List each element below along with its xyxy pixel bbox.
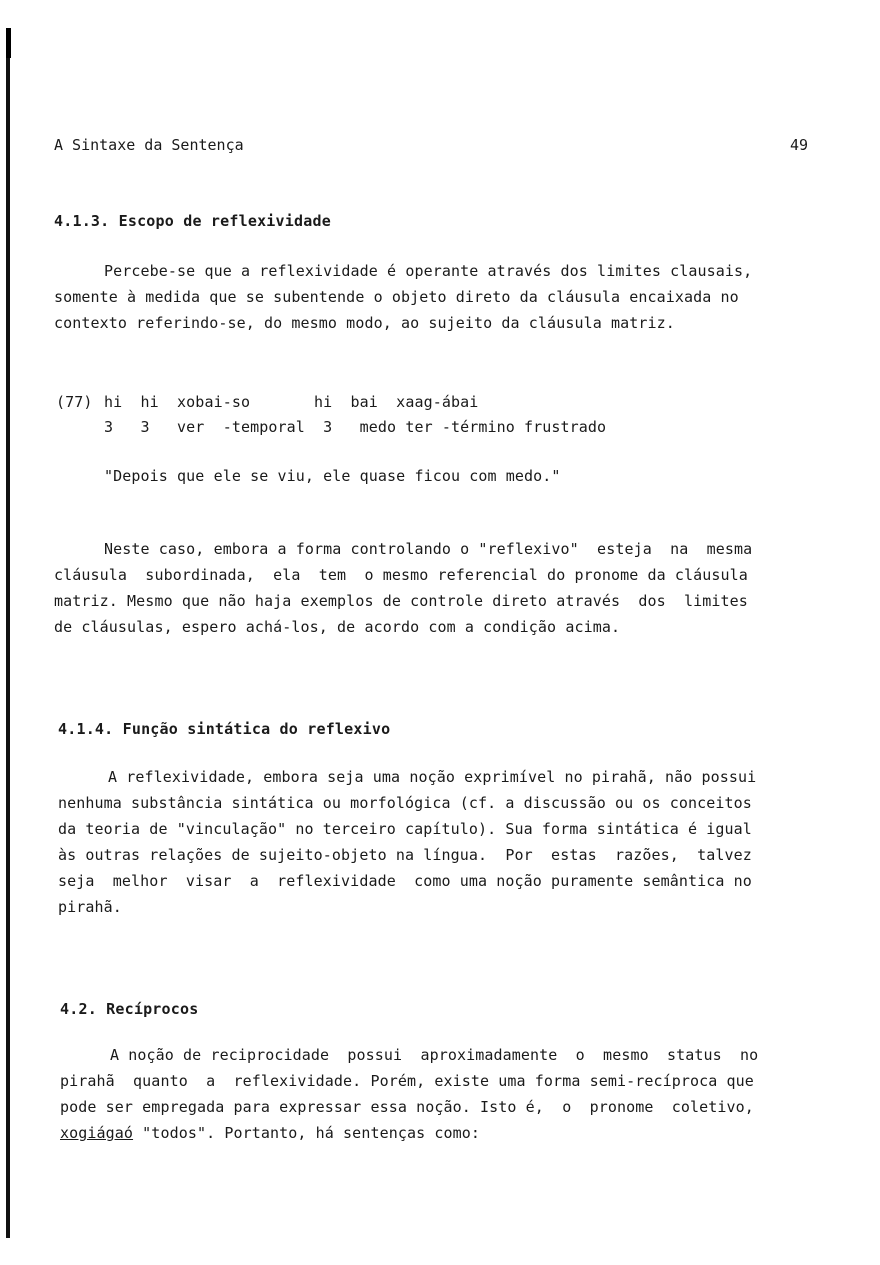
paragraph-line: nenhuma substância sintática ou morfológica (cf. a discussão ou os conceitos [58,794,752,812]
paragraph-line: de cláusulas, espero achá-los, de acordo com a condição acima. [54,618,621,636]
page-number: 49 [790,136,809,154]
section-heading-4-2: 4.2. Recíprocos [60,1000,199,1018]
paragraph-line: cláusula subordinada, ela tem o mesmo referencial do pronome da cláusula [54,566,748,584]
paragraph-line: pirahã quanto a reflexividade. Porém, existe uma forma semi-recíproca que [60,1072,754,1090]
paragraph-line: Neste caso, embora a forma controlando o "reflexivo" esteja na mesma [104,540,753,558]
page-binding-mark [6,28,11,58]
page-binding-edge [6,28,10,1238]
example-gloss-line-1: hi hi xobai-so hi bai xaag-ábai [104,393,479,411]
example-number: (77) [56,393,93,411]
paragraph-line: às outras relações de sujeito-objeto na língua. Por estas razões, talvez [58,846,752,864]
paragraph-line: pirahã. [58,898,122,916]
running-head: A Sintaxe da Sentença [54,136,244,154]
paragraph-line: pode ser empregada para expressar essa noção. Isto é, o pronome coletivo, [60,1098,754,1116]
paragraph-line: seja melhor visar a reflexividade como uma noção puramente semântica no [58,872,752,890]
paragraph-line: contexto referindo-se, do mesmo modo, ao sujeito da cláusula matriz. [54,314,675,332]
paragraph-line: matriz. Mesmo que não haja exemplos de controle direto através dos limites [54,592,748,610]
paragraph-line: da teoria de "vinculação" no terceiro capítulo). Sua forma sintática é igual [58,820,752,838]
example-translation: "Depois que ele se viu, ele quase ficou com medo." [104,467,561,485]
example-gloss-line-2: 3 3 ver -temporal 3 medo ter -término frustrado [104,418,607,436]
paragraph-line: somente à medida que se subentende o objeto direto da cláusula encaixada no [54,288,739,306]
section-heading-4-1-4: 4.1.4. Função sintática do reflexivo [58,720,391,738]
paragraph-line-rest: "todos". Portanto, há sentenças como: [133,1124,481,1142]
term-xogiagao: xogiágaó [60,1124,134,1142]
section-heading-4-1-3: 4.1.3. Escopo de reflexividade [54,212,331,230]
paragraph-line: A noção de reciprocidade possui aproximadamente o mesmo status no [110,1046,759,1064]
paragraph-line: Percebe-se que a reflexividade é operante através dos limites clausais, [104,262,753,280]
paragraph-line: A reflexividade, embora seja uma noção exprimível no pirahã, não possui [108,768,757,786]
paragraph-line [60,1124,480,1142]
